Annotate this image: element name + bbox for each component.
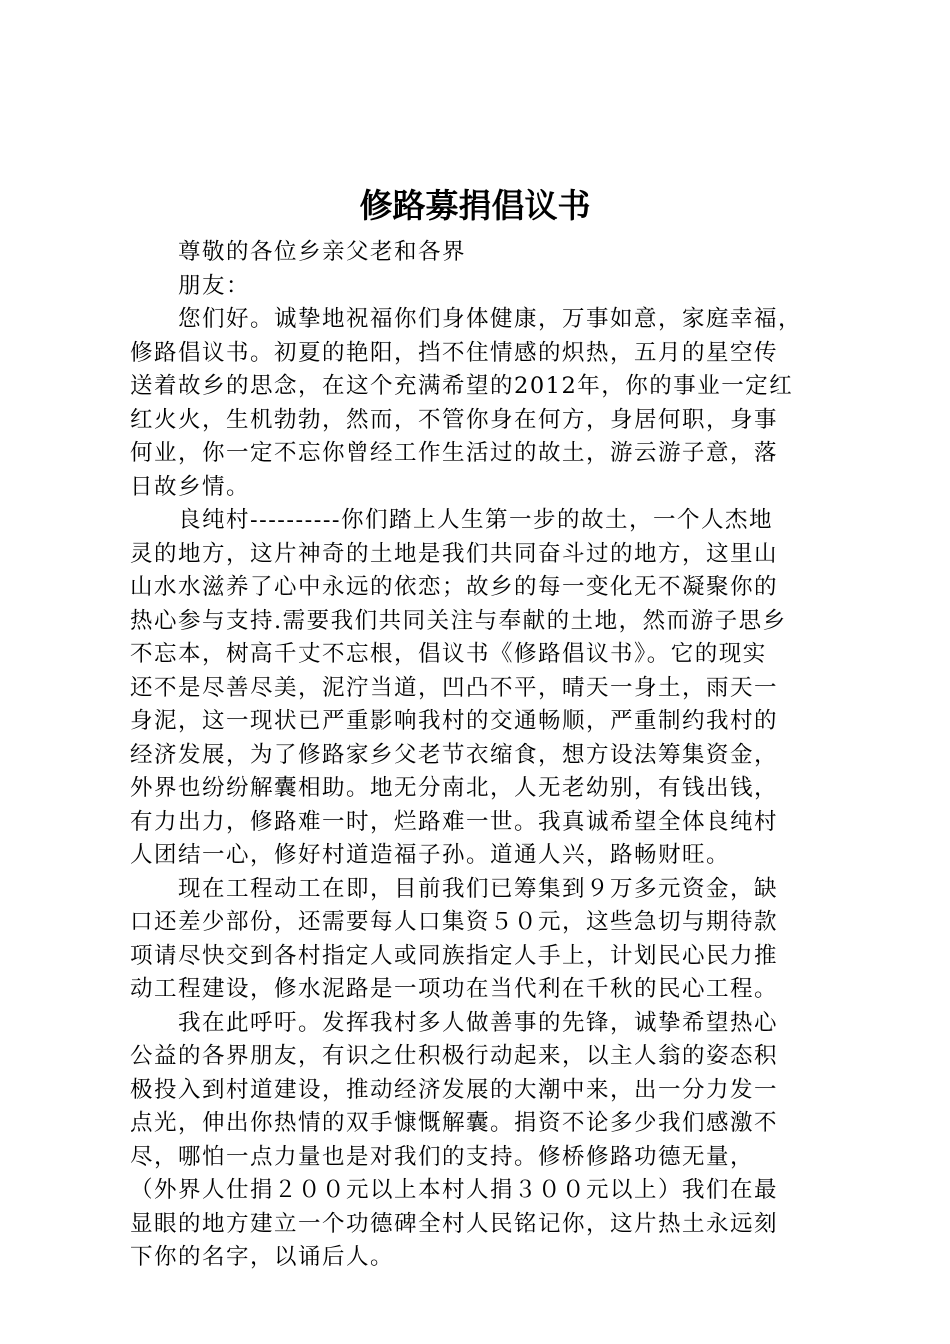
text-line: （外界人仕捐２００元以上本村人捐３００元以上）我们在最	[130, 1177, 779, 1203]
text-line: 公益的各界朋友，有识之仕积极行动起来，以主人翁的姿态积	[130, 1043, 779, 1069]
text-line: 您们好。诚挚地祝福你们身体健康，万事如意，家庭幸福，	[178, 306, 803, 332]
text-line: 经济发展，为了修路家乡父老节衣缩食，想方设法筹集资金，	[130, 741, 779, 768]
text-line: 山水水滋养了心中永远的依恋；故乡的每一变化无不凝聚你的	[130, 574, 779, 600]
text-line: 下你的名字，以诵后人。	[130, 1244, 395, 1270]
document-title: 修路募捐倡议书	[359, 186, 591, 225]
text-line: 现在工程动工在即，目前我们已筹集到９万多元资金，缺	[178, 875, 779, 902]
text-line: 灵的地方，这片神奇的土地是我们共同奋斗过的地方，这里山	[130, 540, 779, 567]
text-line: 尊敬的各位乡亲父老和各界	[178, 239, 467, 265]
text-line: 送着故乡的思念，在这个充满希望的2012年，你的事业一定红	[130, 373, 794, 399]
text-line: 红火火，生机勃勃，然而，不管你身在何方，身居何职，身事	[130, 406, 779, 433]
text-line: 朋友：	[178, 272, 251, 299]
text-line: 显眼的地方建立一个功德碑全村人民铭记你，这片热土永远刻	[130, 1210, 779, 1237]
text-line: 口还差少部份，还需要每人口集资５０元，这些急切与期待款	[130, 909, 779, 935]
text-line: 日故乡情。	[130, 473, 251, 500]
text-line: 不忘本，树高千丈不忘根，倡议书《修路倡议书》。它的现实	[130, 641, 767, 667]
text-line: 我在此呼吁。发挥我村多人做善事的先锋，诚挚希望热心	[178, 1009, 779, 1036]
document-body	[130, 236, 836, 1275]
text-line: 极投入到村道建设，推动经济发展的大潮中来，出一分力发一	[130, 1076, 779, 1103]
text-line: 热心参与支持.需要我们共同关注与奉献的土地，然而游子思乡	[130, 607, 787, 634]
text-line: 修路倡议书。初夏的艳阳，挡不住情感的炽热，五月的星空传	[130, 339, 779, 366]
text-line: 良纯村----------你们踏上人生第一步的故土，一个人杰地	[178, 507, 774, 533]
text-line: 项请尽快交到各村指定人或同族指定人手上，计划民心民力推	[130, 942, 779, 969]
text-line: 外界也纷纷解囊相助。地无分南北，人无老幼别，有钱出钱，	[130, 775, 779, 801]
text-line: 身泥，这一现状已严重影响我村的交通畅顺，严重制约我村的	[130, 708, 779, 734]
text-line: 有力出力，修路难一时，烂路难一世。我真诚希望全体良纯村	[130, 808, 779, 835]
text-line: 还不是尽善尽美，泥泞当道，凹凸不平，晴天一身土，雨天一	[130, 674, 779, 701]
text-line: 何业，你一定不忘你曾经工作生活过的故土，游云游子意，落	[130, 440, 779, 466]
text-line: 点光，伸出你热情的双手慷慨解囊。捐资不论多少我们感激不	[130, 1110, 779, 1136]
text-line: 人团结一心，修好村道造福子孙。道通人兴，路畅财旺。	[130, 842, 731, 868]
text-line: 动工程建设，修水泥路是一项功在当代利在千秋的民心工程。	[130, 976, 779, 1002]
text-line: 尽，哪怕一点力量也是对我们的支持。修桥修路功德无量，	[130, 1143, 755, 1170]
